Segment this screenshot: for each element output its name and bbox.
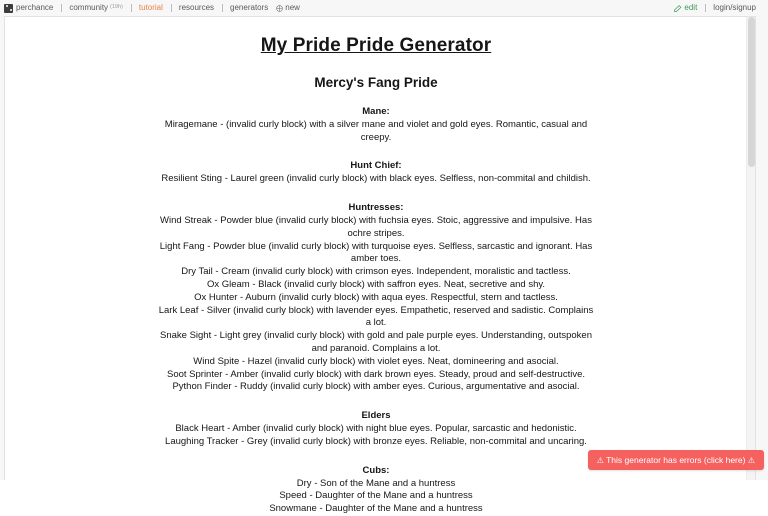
navbar-left-group	[4, 4, 308, 13]
nav-item-label: tutorial	[138, 3, 163, 12]
book-icon	[705, 4, 710, 12]
list-item: Dry Tail - Cream (invalid curly block) with crimson eyes. Independent, moralistic and tactless.	[181, 266, 571, 278]
nav-item-tutorial[interactable]	[131, 4, 163, 12]
section-heading: Huntresses:	[348, 202, 404, 214]
generator-output	[5, 17, 747, 515]
book-icon	[222, 4, 227, 12]
list-item: Soot Sprinter - Amber (invalid curly block) with dark brown eyes. Steady, proud and self-destructive.	[166, 368, 585, 380]
generator-error-banner[interactable]	[588, 450, 764, 470]
list-item: Laughing Tracker - Grey (invalid curly block) with bronze eyes. Reliable, non-commital and uncaring.	[165, 435, 587, 447]
list-item: Speed - Daughter of the Mane and a huntress	[279, 490, 473, 502]
section-hunt-chief	[5, 160, 747, 186]
list-item: Black Heart - Amber (invalid curly block) with night blue eyes. Popular, sarcastic and hedonistic.	[175, 423, 577, 435]
nav-item-perchance[interactable]	[4, 4, 53, 13]
nav-item-label: perchance	[16, 3, 54, 12]
section-entries	[5, 119, 747, 145]
error-banner-text: This generator has errors (click here)	[606, 455, 746, 465]
pencil-icon	[674, 5, 682, 12]
section-entries	[5, 423, 747, 449]
nav-item-label: resources	[178, 3, 215, 12]
nav-item-generators[interactable]	[222, 4, 268, 12]
section-huntresses	[5, 202, 747, 394]
section-heading: Elders	[361, 410, 391, 422]
list-item: Snake Sight - Light grey (invalid curly block) with gold and pale purple eyes. Understanding, outspoken and paranoid. Complains a lot.	[160, 330, 592, 354]
nav-item-label: edit	[684, 3, 698, 12]
navbar-right-group	[674, 4, 764, 12]
warning-icon-left: ⚠	[596, 456, 604, 465]
nav-item-resources[interactable]	[171, 4, 214, 12]
list-item: Lark Leaf - Silver (invalid curly block) with lavender eyes. Empathetic, reserved and sadistic. Complains a lot.	[158, 304, 594, 329]
list-item: Wind Streak - Powder blue (invalid curly block) with fuchsia eyes. Stoic, aggressive and impulsive. Has ochre stripes.	[160, 214, 592, 239]
list-item: Python Finder - Ruddy (invalid curly block) with amber eyes. Curious, argumentative and asocial.	[172, 381, 580, 393]
warning-icon-right: ⚠	[747, 456, 755, 465]
list-item: Ox Gleam - Black (invalid curly block) with saffron eyes. Neat, secretive and shy.	[206, 278, 546, 290]
nav-item-label: new	[285, 3, 300, 12]
scrollbar-thumb[interactable]	[748, 17, 755, 167]
nav-item-label: community	[69, 3, 109, 12]
book-icon	[61, 4, 66, 12]
section-elders	[5, 410, 747, 448]
section-heading: Mane:	[362, 106, 390, 117]
generator-frame	[4, 16, 756, 515]
globe-plus-icon	[276, 5, 283, 12]
section-entries	[5, 215, 747, 394]
vertical-scrollbar[interactable]	[746, 17, 755, 480]
community-time-badge: (19h)	[110, 4, 123, 11]
list-item: Light Fang - Powder blue (invalid curly block) with turquoise eyes. Selfless, sarcastic and ignorant. Has amber toes.	[159, 240, 593, 265]
book-icon	[171, 4, 176, 12]
page-title: My Pride Pride Generator	[260, 35, 492, 56]
nav-item-community[interactable]	[61, 4, 123, 12]
list-item: Snowmane - Daughter of the Mane and a huntress	[269, 503, 483, 515]
nav-item-label: generators	[230, 3, 269, 12]
list-item: Dry - Son of the Mane and a huntress	[296, 477, 456, 489]
section-heading: Hunt Chief:	[350, 160, 402, 172]
list-item: Wind Spite - Hazel (invalid curly block) with violet eyes. Neat, domineering and asocial.	[193, 355, 559, 367]
section-mane	[5, 106, 747, 144]
list-item: Resilient Sting - Laurel green (invalid curly block) with black eyes. Selfless, non-commital and childish.	[161, 173, 591, 185]
perchance-logo-icon	[4, 4, 13, 13]
nav-item-label: login/signup	[713, 3, 756, 12]
list-item: Ox Hunter - Auburn (invalid curly block) with aqua eyes. Respectful, stern and tactless.	[194, 291, 558, 303]
list-item: Miragemane - (invalid curly block) with a silver mane and violet and gold eyes. Romantic, casual and creepy.	[164, 118, 588, 143]
nav-item-edit[interactable]	[674, 4, 697, 12]
book-icon	[131, 4, 136, 12]
section-entries	[5, 478, 747, 516]
section-cubs	[5, 465, 747, 516]
section-entries	[5, 173, 747, 186]
nav-item-login-signup[interactable]	[705, 4, 756, 12]
section-heading: Cubs:	[362, 464, 390, 476]
site-navbar	[0, 0, 768, 16]
nav-item-new[interactable]	[276, 4, 300, 12]
pride-name-heading: Mercy's Fang Pride	[314, 75, 438, 90]
